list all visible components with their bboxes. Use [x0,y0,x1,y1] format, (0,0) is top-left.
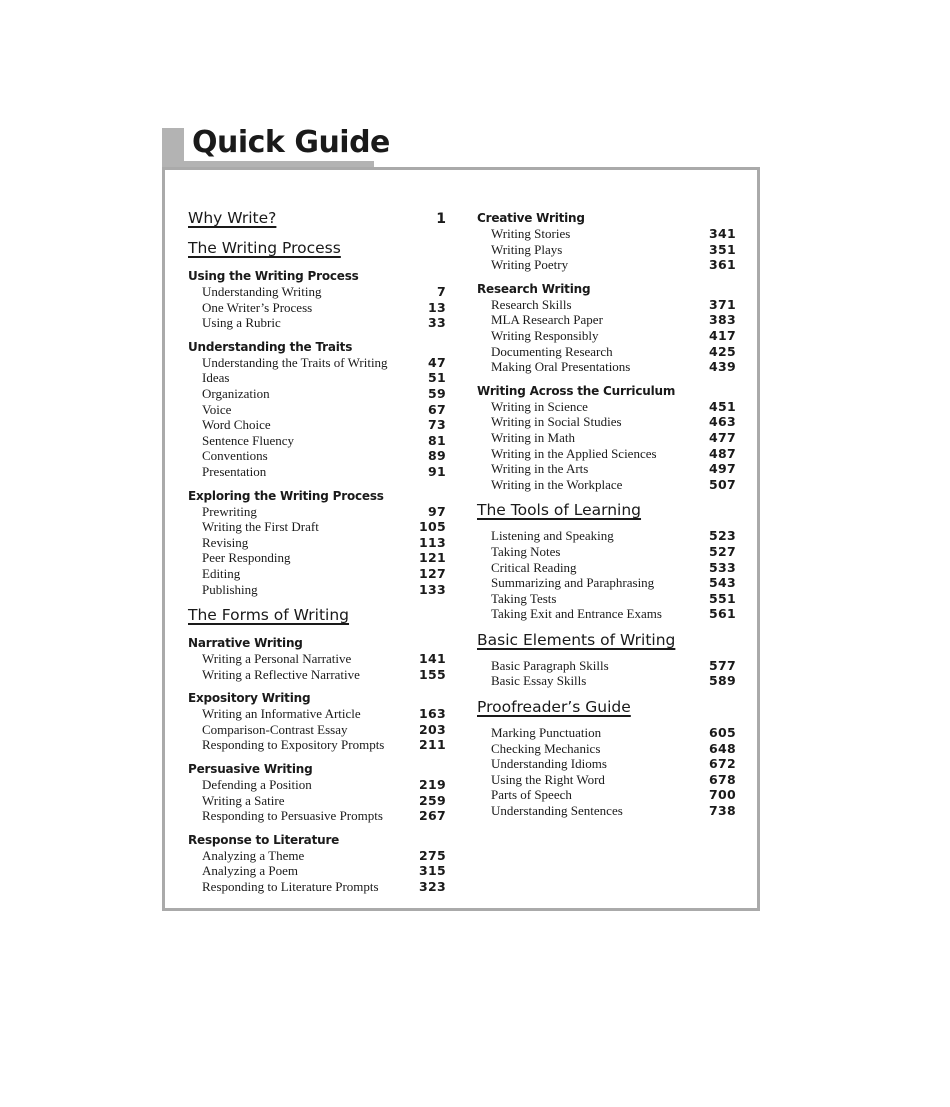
subsection-list [188,651,446,682]
page-number: 259 [419,792,446,808]
subsection-heading: Writing Across the Curriculum [477,383,676,398]
section-label: The Writing Process [188,239,341,257]
page-number: 451 [709,398,736,414]
section-why-write[interactable] [188,208,446,228]
section-label: Proofreader’s Guide [477,698,631,717]
subsection-list [477,297,736,375]
entry-label: Editing [202,565,241,581]
entry-label: Understanding Idioms [491,756,607,772]
page-number: 738 [709,803,736,819]
page-number: 59 [428,385,446,401]
toc-entry[interactable] [188,464,446,480]
subsection-heading: Exploring the Writing Process [188,488,384,503]
toc-entry[interactable] [188,706,446,722]
page-number: 155 [419,666,446,682]
toc-entry[interactable] [188,300,446,316]
entry-label: Prewriting [202,503,257,519]
toc-entry[interactable] [477,257,736,273]
toc-entry[interactable] [188,402,446,418]
entry-label: Writing Stories [491,226,571,241]
toc-entry[interactable] [188,433,446,449]
toc-entry[interactable] [477,430,736,446]
page-number: 561 [709,606,736,622]
page-number: 105 [419,519,446,535]
section-label: The Forms of Writing [188,606,350,625]
entry-label: Responding to Expository Prompts [202,737,385,753]
section-label: Why Write? [188,209,277,227]
entry-label: Comparison-Contrast Essay [202,721,348,737]
toc-entry[interactable] [477,297,736,313]
toc-entry[interactable] [188,315,446,331]
toc-entry[interactable] [188,777,446,793]
toc-entry[interactable] [188,651,446,667]
entry-label: Listening and Speaking [491,528,614,544]
subsection-list [188,504,446,598]
toc-entry[interactable] [188,879,446,895]
toc-entry[interactable] [477,399,736,415]
entry-label: Analyzing a Poem [202,863,299,879]
page-number: 323 [419,879,446,895]
toc-entry[interactable] [477,242,736,258]
page-number: 527 [709,543,736,559]
page-number: 417 [709,327,736,343]
entry-label: Ideas [202,370,230,386]
toc-entry[interactable] [477,725,736,741]
section-writing-process[interactable] [188,238,446,258]
entry-label: Writing a Personal Narrative [202,651,352,667]
entry-label: Basic Paragraph Skills [491,657,609,673]
entry-label: Writing a Satire [202,792,285,808]
entry-label: Making Oral Presentations [491,359,631,375]
section-basic-elements[interactable] [477,630,736,650]
entry-label: Writing Responsibly [491,327,599,343]
toc-entry[interactable] [477,756,736,772]
toc-entry[interactable] [188,550,446,566]
section-tools-of-learning[interactable] [477,500,736,520]
subsection-list [188,848,446,895]
toc-entry[interactable] [477,591,736,607]
subsection-list [477,658,736,689]
entry-label: Analyzing a Theme [202,847,305,863]
section-label: Basic Elements of Writing [477,630,676,649]
toc-entry[interactable] [477,344,736,360]
toc-entry[interactable] [188,582,446,598]
entry-label: Revising [202,534,249,550]
page-number: 97 [428,503,446,519]
toc-entry[interactable] [188,284,446,300]
toc-entry[interactable] [477,328,736,344]
page-number: 141 [419,651,446,667]
page-number: 463 [709,414,736,430]
entry-label: Word Choice [202,417,271,433]
page-number: 81 [428,432,446,448]
page-number: 267 [419,808,446,824]
entry-label: Critical Reading [491,559,577,575]
toc-entry[interactable] [188,355,446,371]
toc-entry[interactable] [477,673,736,689]
toc-entry[interactable] [188,566,446,582]
toc-entry[interactable] [477,803,736,819]
subsection-heading: Response to Literature [188,832,340,847]
page-number: 203 [419,721,446,737]
subsection-heading: Research Writing [477,281,591,296]
page-title: Quick Guide [192,125,390,160]
page-number: 507 [709,476,736,492]
page-number: 67 [428,401,446,417]
toc-entry[interactable] [188,863,446,879]
toc-entry[interactable] [188,737,446,753]
toc-entry[interactable] [188,535,446,551]
toc-entry[interactable] [477,226,736,242]
page-number: 315 [419,863,446,879]
entry-label: Taking Notes [491,543,561,559]
page-number: 678 [709,771,736,787]
entry-label: Writing in Social Studies [491,414,622,430]
toc-entry[interactable] [477,772,736,788]
entry-label: Peer Responding [202,550,291,566]
toc-entry[interactable] [477,787,736,803]
toc-entry[interactable] [477,312,736,328]
subsection-heading: Expository Writing [188,691,311,706]
page-number: 425 [709,343,736,359]
page-number: 523 [709,528,736,544]
toc-entry[interactable] [477,560,736,576]
page-number: 121 [419,550,446,566]
page-number: 127 [419,565,446,581]
page-number: 543 [709,575,736,591]
entry-label: Writing in the Applied Sciences [491,445,657,461]
entry-label: Presentation [202,463,267,479]
contents-box [162,167,760,911]
toc-entry[interactable] [477,606,736,622]
page-number: 89 [428,448,446,464]
toc-entry[interactable] [188,504,446,520]
page-number: 551 [709,590,736,606]
toc-entry[interactable] [477,477,736,493]
page-number: 383 [709,312,736,328]
entry-label: MLA Research Paper [491,312,603,328]
section-label: The Tools of Learning [477,501,642,520]
page-number: 487 [709,445,736,461]
toc-entry[interactable] [188,448,446,464]
entry-label: Conventions [202,448,268,464]
toc-entry[interactable] [188,386,446,402]
entry-label: Understanding the Traits of Writing [202,354,388,370]
toc-entry[interactable] [477,461,736,477]
toc-entry[interactable] [188,370,446,386]
toc-entry[interactable] [477,575,736,591]
entry-label: Writing a Reflective Narrative [202,666,360,682]
page-number: 133 [419,581,446,597]
subsection-list [477,226,736,273]
entry-label: Checking Mechanics [491,740,601,756]
section-proofreaders-guide[interactable] [477,697,736,717]
entry-label: Summarizing and Paraphrasing [491,575,655,591]
entry-label: Using a Rubric [202,315,281,331]
page-number: 497 [709,461,736,477]
page-number: 577 [709,657,736,673]
entry-label: Research Skills [491,296,572,312]
page-number: 589 [709,673,736,689]
entry-label: Basic Essay Skills [491,673,587,689]
page-number: 477 [709,429,736,445]
title-tab [162,125,390,168]
subsection-heading: Persuasive Writing [188,762,313,777]
page-number: 211 [419,737,446,753]
entry-label: Writing in the Workplace [491,476,623,492]
toc-entry[interactable] [477,446,736,462]
entry-label: Using the Right Word [491,771,605,787]
entry-label: Writing in the Arts [491,461,589,477]
page-number: 275 [419,847,446,863]
toc-entry[interactable] [188,793,446,809]
entry-label: Writing an Informative Article [202,706,361,722]
page-number: 13 [428,299,446,315]
toc-entry[interactable] [477,359,736,375]
subsection-heading: Understanding the Traits [188,339,353,354]
page-number: 33 [428,315,446,331]
page-number: 361 [709,257,736,273]
page-number: 439 [709,359,736,375]
entry-label: Marking Punctuation [491,725,602,741]
toc-entry[interactable] [188,519,446,535]
right-column [477,210,736,819]
toc-entry[interactable] [188,667,446,683]
entry-label: Voice [202,401,232,417]
page-number: 351 [709,241,736,257]
entry-label: Understanding Sentences [491,803,623,819]
entry-label: Sentence Fluency [202,432,295,448]
entry-label: Understanding Writing [202,284,322,299]
entry-label: Responding to Persuasive Prompts [202,808,383,824]
toc-entry[interactable] [477,544,736,560]
page-number: 73 [428,417,446,433]
toc-entry[interactable] [477,741,736,757]
toc-entry[interactable] [477,658,736,674]
entry-label: Writing in Math [491,429,575,445]
page-number: 219 [419,777,446,793]
subsection-list [188,355,446,480]
subsection-list [188,777,446,824]
entry-label: Writing Plays [491,241,563,257]
entry-label: Parts of Speech [491,787,572,803]
page-number: 700 [709,787,736,803]
entry-label: Documenting Research [491,343,613,359]
page-number: 91 [428,463,446,479]
page-number: 672 [709,756,736,772]
entry-label: Responding to Literature Prompts [202,879,379,895]
page-number: 533 [709,559,736,575]
toc-entry[interactable] [188,808,446,824]
toc-entry[interactable] [188,417,446,433]
page-number: 371 [709,296,736,312]
entry-label: One Writer’s Process [202,299,313,315]
page-number: 7 [437,284,446,299]
section-forms-of-writing[interactable] [188,605,446,625]
entry-label: Defending a Position [202,777,312,793]
subsection-list [477,725,736,819]
page-number: 605 [709,725,736,741]
subsection-list [188,284,446,331]
subsection-heading: Creative Writing [477,211,585,225]
page-number: 1 [436,211,446,227]
subsection-list [188,706,446,753]
entry-label: Writing the First Draft [202,519,319,535]
toc-entry[interactable] [188,722,446,738]
page-number: 648 [709,740,736,756]
toc-entry[interactable] [477,414,736,430]
subsection-heading: Using the Writing Process [188,269,359,283]
subsection-heading: Narrative Writing [188,636,303,651]
toc-entry[interactable] [477,528,736,544]
entry-label: Organization [202,385,270,401]
left-column [188,208,446,895]
subsection-list [477,399,736,493]
entry-label: Writing in Science [491,398,588,414]
subsection-list [477,528,736,622]
entry-label: Taking Exit and Entrance Exams [491,606,662,622]
entry-label: Writing Poetry [491,257,569,273]
entry-label: Taking Tests [491,590,557,606]
page-number: 163 [419,706,446,722]
page-number: 341 [709,226,736,241]
page-number: 51 [428,370,446,386]
entry-label: Publishing [202,581,258,597]
page-number: 113 [419,534,446,550]
toc-entry[interactable] [188,848,446,864]
page-number: 47 [428,354,446,370]
